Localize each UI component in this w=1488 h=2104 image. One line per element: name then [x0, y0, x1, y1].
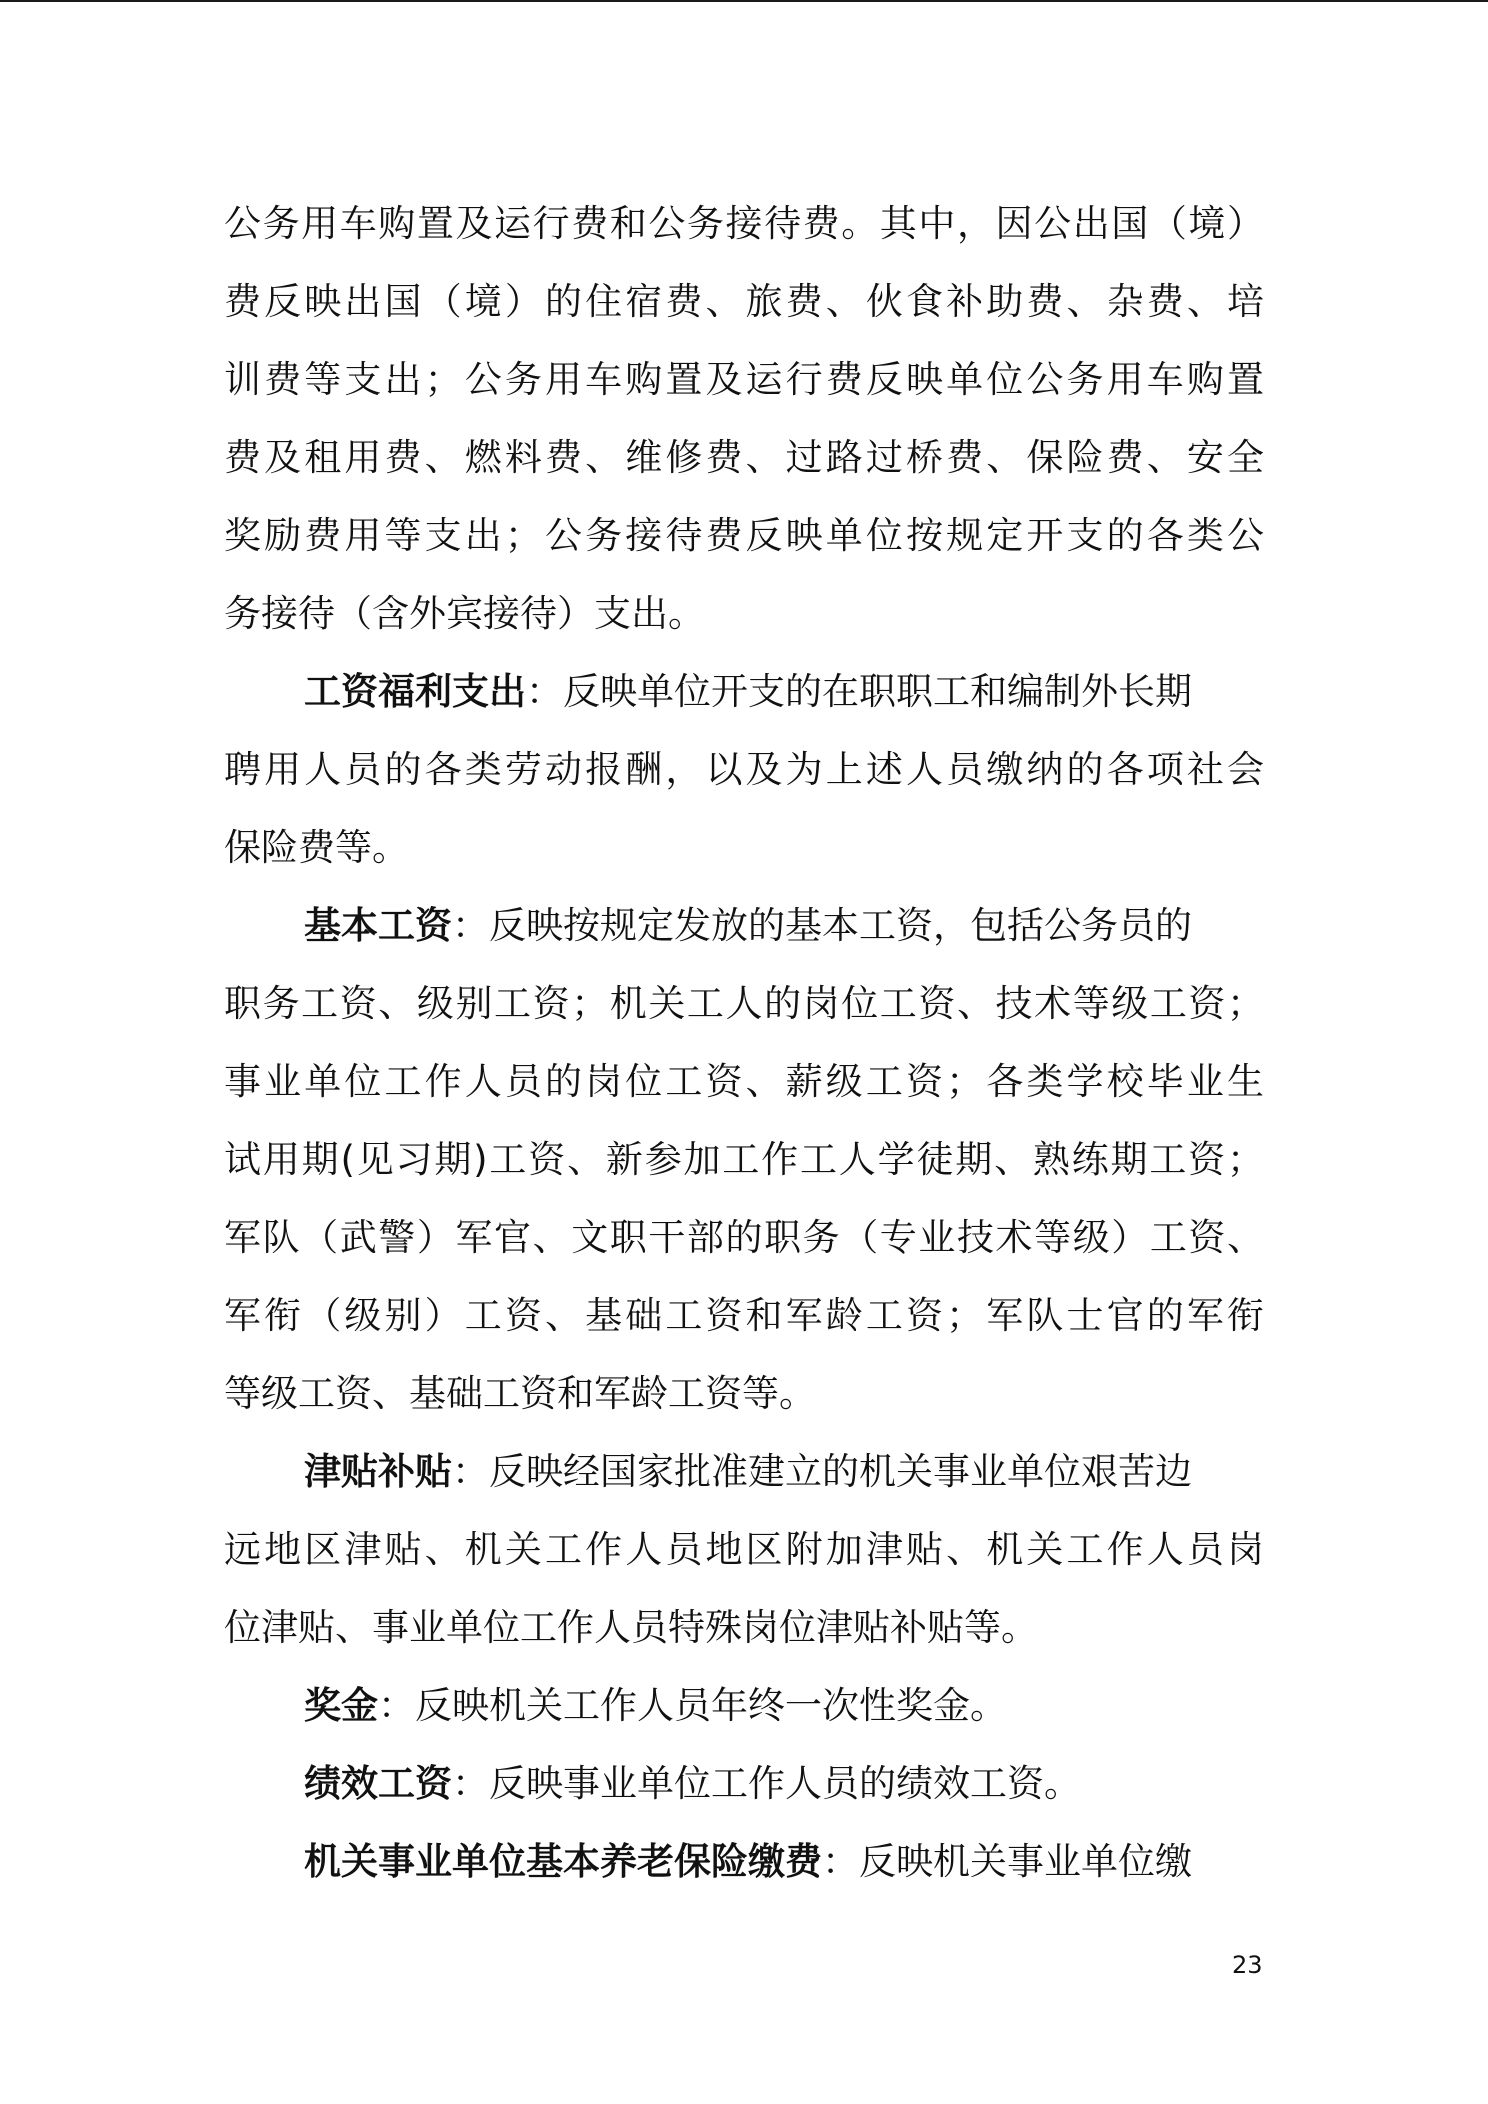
line-text: ：反映单位开支的在职职工和编制外长期: [526, 670, 1192, 713]
text-line: [224, 1277, 1264, 1355]
line-text: 远地区津贴、机关工作人员地区附加津贴、机关工作人员岗: [224, 1528, 1264, 1571]
line-text: 费反映出国（境）的住宿费、旅费、伙食补助费、杂费、培: [224, 280, 1264, 323]
text-line: [224, 1511, 1264, 1589]
paragraph-start-line: [224, 1667, 1264, 1745]
line-text: ：反映机关工作人员年终一次性奖金。: [378, 1684, 1007, 1727]
line-text: 等级工资、基础工资和军龄工资等。: [224, 1372, 816, 1415]
text-line: [224, 341, 1264, 419]
document-body: [224, 185, 1264, 1901]
paragraph-start-line: [224, 1745, 1264, 1823]
term-heading: 绩效工资: [304, 1762, 452, 1805]
page-top-border: [0, 0, 1488, 2]
term-heading: 奖金: [304, 1684, 378, 1727]
text-line: [224, 731, 1264, 809]
line-text: 事业单位工作人员的岗位工资、薪级工资；各类学校毕业生: [224, 1060, 1264, 1103]
text-line: [224, 1589, 1264, 1667]
line-text: ：反映按规定发放的基本工资，包括公务员的: [452, 904, 1192, 947]
paragraph-start-line: [224, 1823, 1264, 1901]
text-line: [224, 965, 1264, 1043]
line-text: 训费等支出；公务用车购置及运行费反映单位公务用车购置: [224, 358, 1264, 401]
text-line: [224, 1199, 1264, 1277]
line-text: 保险费等。: [224, 826, 409, 869]
paragraph-start-line: [224, 1433, 1264, 1511]
line-text: 位津贴、事业单位工作人员特殊岗位津贴补贴等。: [224, 1606, 1038, 1649]
line-text: 公务用车购置及运行费和公务接待费。其中，因公出国（境）: [224, 202, 1264, 245]
term-heading: 机关事业单位基本养老保险缴费: [304, 1840, 822, 1883]
text-line: [224, 419, 1264, 497]
line-text: 聘用人员的各类劳动报酬，以及为上述人员缴纳的各项社会: [224, 748, 1264, 791]
line-text: 费及租用费、燃料费、维修费、过路过桥费、保险费、安全: [224, 436, 1264, 479]
line-text: 军队（武警）军官、文职干部的职务（专业技术等级）工资、: [224, 1216, 1264, 1259]
term-heading: 工资福利支出: [304, 670, 526, 713]
line-text: 奖励费用等支出；公务接待费反映单位按规定开支的各类公: [224, 514, 1264, 557]
text-line: [224, 263, 1264, 341]
line-text: 军衔（级别）工资、基础工资和军龄工资；军队士官的军衔: [224, 1294, 1264, 1337]
text-line: [224, 575, 1264, 653]
term-heading: 基本工资: [304, 904, 452, 947]
line-text: 试用期(见习期)工资、新参加工作工人学徒期、熟练期工资；: [224, 1138, 1264, 1181]
text-line: [224, 497, 1264, 575]
line-text: ：反映机关事业单位缴: [822, 1840, 1192, 1883]
paragraph-start-line: [224, 887, 1264, 965]
text-line: [224, 1121, 1264, 1199]
text-line: [224, 185, 1264, 263]
text-line: [224, 1043, 1264, 1121]
term-heading: 津贴补贴: [304, 1450, 452, 1493]
paragraph-start-line: [224, 653, 1264, 731]
line-text: ：反映经国家批准建立的机关事业单位艰苦边: [452, 1450, 1192, 1493]
page-number: 23: [1232, 1951, 1263, 1979]
text-line: [224, 1355, 1264, 1433]
line-text: 务接待（含外宾接待）支出。: [224, 592, 705, 635]
text-line: [224, 809, 1264, 887]
line-text: 职务工资、级别工资；机关工人的岗位工资、技术等级工资；: [224, 982, 1264, 1025]
line-text: ：反映事业单位工作人员的绩效工资。: [452, 1762, 1081, 1805]
